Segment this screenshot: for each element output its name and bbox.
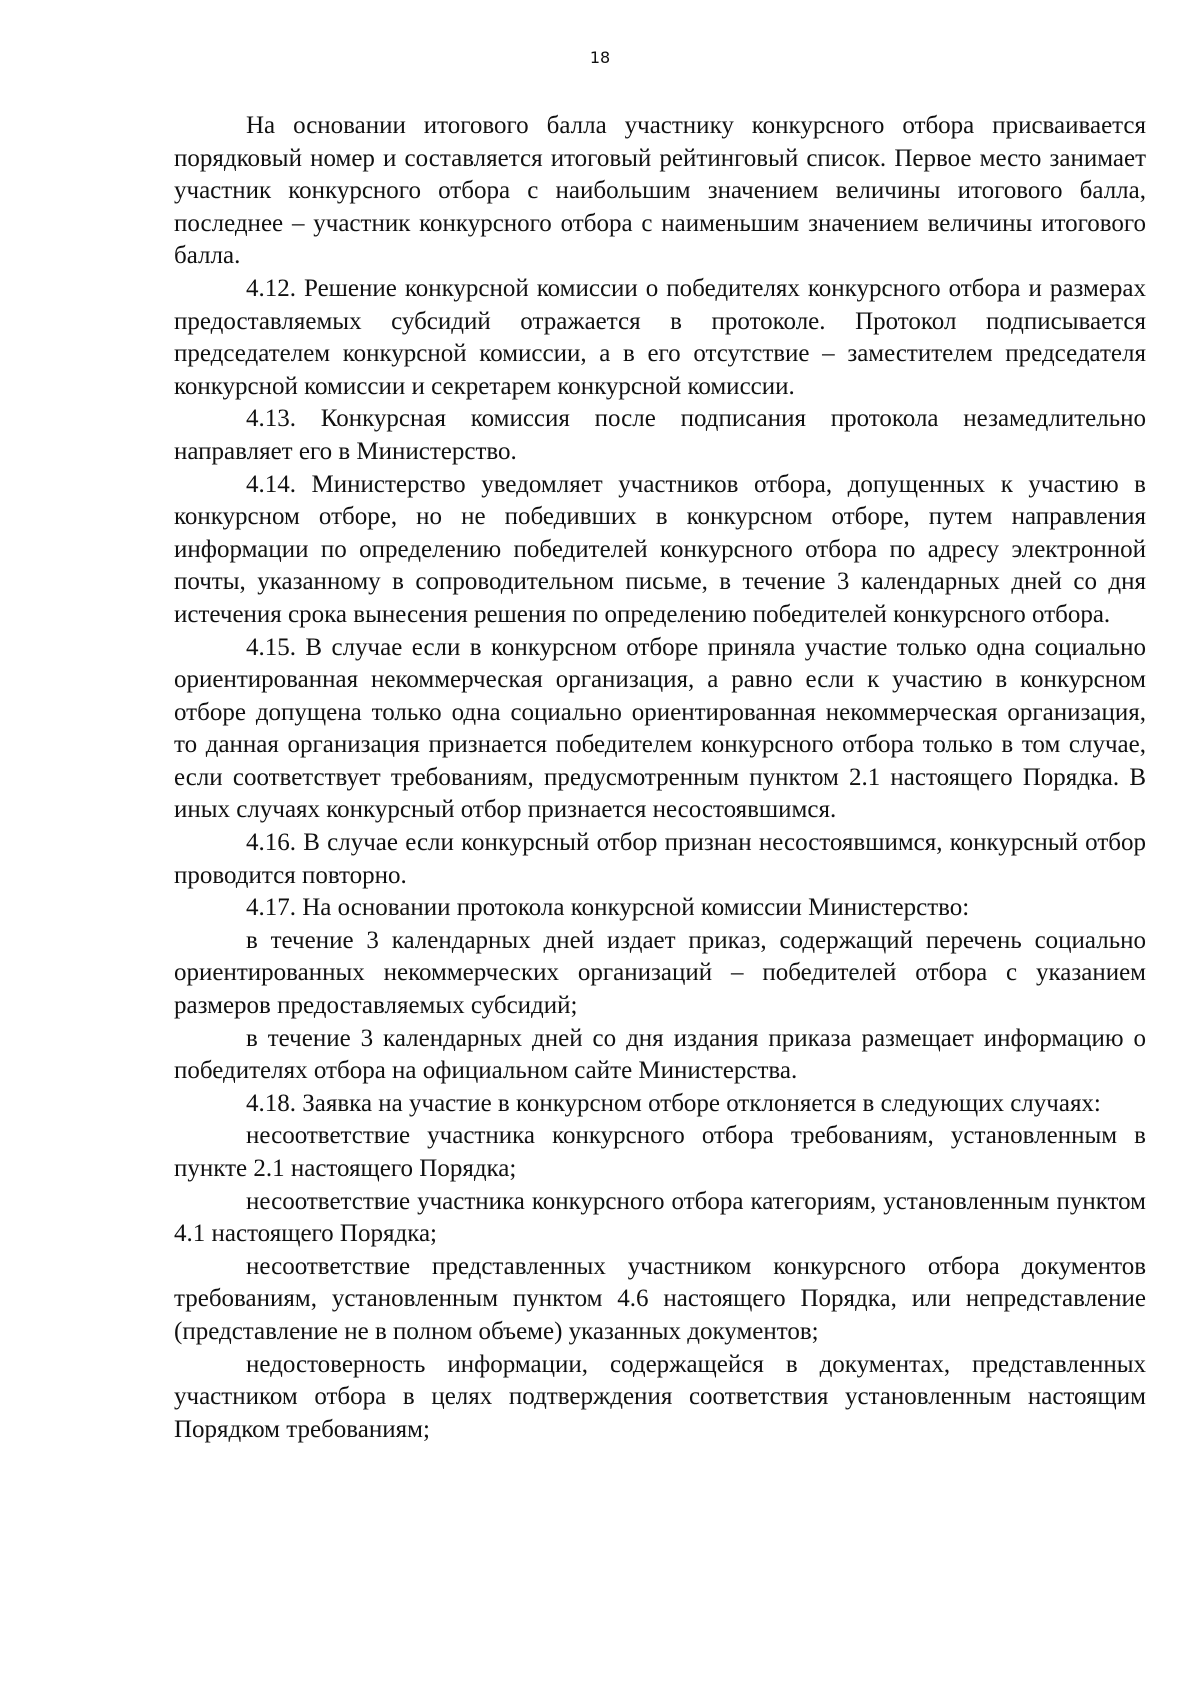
- paragraph-4-18-unreliable-info: недостоверность информации, содержащейся в документах, представленных участником отбора в целях подтверждения соответствия установленным настоящим Порядком требованиям;: [174, 1350, 1146, 1443]
- paragraph-4-17-order: в течение 3 календарных дней издает приказ, содержащий перечень социально ориентированных некоммерческих организаций – победителей отбора с указанием размеров предоставляемых субсидий;: [174, 926, 1146, 1020]
- page-number: 18: [589, 48, 611, 67]
- paragraph-4-18-categories: несоответствие участника конкурсного отбора категориям, установленным пунктом 4.1 настоящего Порядка;: [174, 1187, 1146, 1248]
- paragraph-4-17: 4.17. На основании протокола конкурсной комиссии Министерство:: [246, 894, 970, 922]
- paragraph-4-12: 4.12. Решение конкурсной комиссии о победителях конкурсного отбора и размерах предоставляемых субсидий отражается в протоколе. Протокол подписывается председателем конкурсной комиссии, а в его отсутствие – заместителем председателя конкурсной комиссии и секретарем конкурсной комиссии.: [174, 274, 1146, 400]
- paragraph-rating-list: На основании итогового балла участнику конкурсного отбора присваивается порядковый номер и составляется итоговый рейтинговый список. Первое место занимает участник конкурсного отбора с наибольшим значением величины итогового балла, последнее – участник конкурсного отбора с наименьшим значением величины итогового балла.: [174, 112, 1146, 270]
- paragraph-4-17-publish: в течение 3 календарных дней со дня издания приказа размещает информацию о победителях отбора на официальном сайте Министерства.: [174, 1024, 1146, 1085]
- paragraph-4-18: 4.18. Заявка на участие в конкурсном отборе отклоняется в следующих случаях:: [246, 1089, 1101, 1117]
- paragraph-4-13: 4.13. Конкурсная комиссия после подписания протокола незамедлительно направляет его в Министерство.: [174, 405, 1146, 465]
- paragraph-4-18-requirements: несоответствие участника конкурсного отбора требованиям, установленным в пункте 2.1 настоящего Порядка;: [174, 1122, 1146, 1182]
- document-body: [174, 110, 1146, 1446]
- paragraph-4-14: 4.14. Министерство уведомляет участников отбора, допущенных к участию в конкурсном отборе, но не победивших в конкурсном отборе, путем направления информации по определению победителей конкурсного отбора по адресу электронной почты, указанному в сопроводительном письме, в течение 3 календарных дней со дня истечения срока вынесения решения по определению победителей конкурсного отбора.: [174, 470, 1146, 628]
- paragraph-4-15: 4.15. В случае если в конкурсном отборе приняла участие только одна социально ориентированная некоммерческая организация, а равно если к участию в конкурсном отборе допущена только одна социально ориентированная некоммерческая организация, то данная организация признается победителем конкурсного отбора только в том случае, если соответствует требованиям, предусмотренным пунктом 2.1 настоящего Порядка. В иных случаях конкурсный отбор признается несостоявшимся.: [174, 633, 1146, 824]
- paragraph-4-16: 4.16. В случае если конкурсный отбор признан несостоявшимся, конкурсный отбор проводится повторно.: [174, 829, 1146, 889]
- paragraph-4-18-documents: несоответствие представленных участником конкурсного отбора документов требованиям, установленным пунктом 4.6 настоящего Порядка, или непредставление (представление не в полном объеме) указанных документов;: [174, 1252, 1146, 1345]
